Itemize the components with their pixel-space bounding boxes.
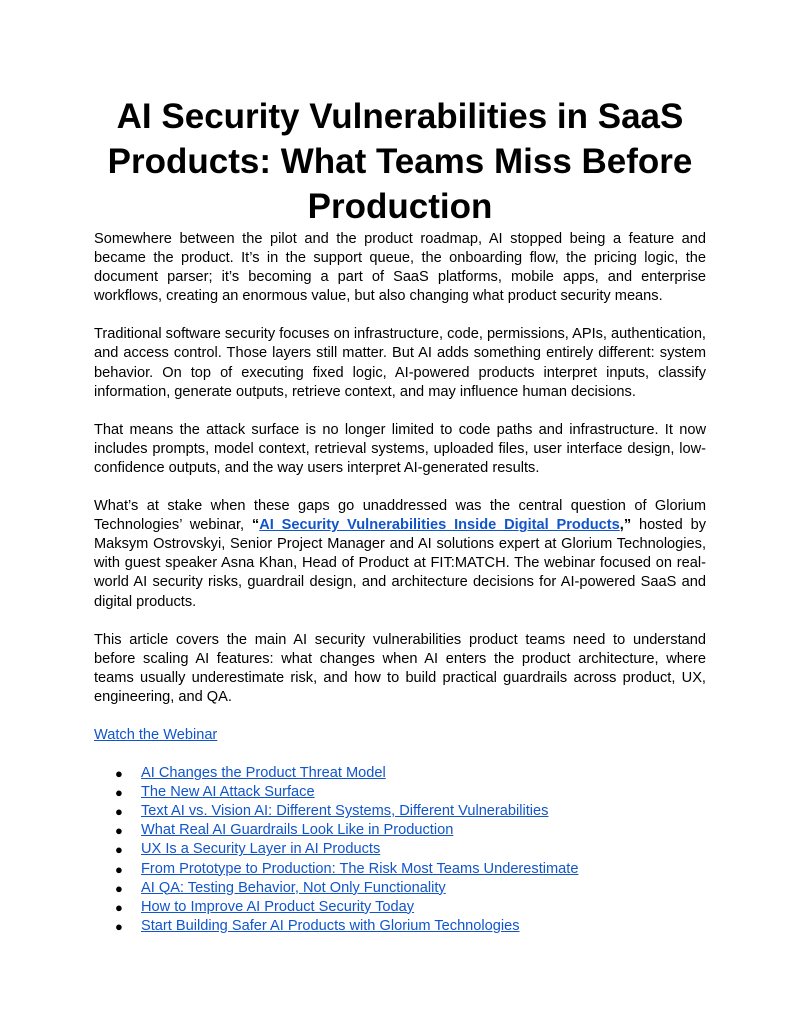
- table-of-contents: [94, 764, 706, 936]
- webinar-title-link[interactable]: AI Security Vulnerabilities Inside Digital Products: [259, 517, 620, 534]
- bullet-icon: ●: [115, 899, 123, 915]
- bullet-icon: ●: [115, 880, 123, 896]
- bullet-icon: ●: [115, 766, 123, 782]
- close-quote: ,”: [619, 517, 632, 534]
- security-paragraph: Traditional software security focuses on infrastructure, code, permissions, APIs, authentication, and access control. Those layers still matter. But AI adds something entirely different: system behavior. On top of executing fixed logic, AI-powered products interpret inputs, classify information, generate outputs, retrieve context, and may influence human decisions.: [94, 326, 706, 400]
- toc-item: [94, 821, 706, 840]
- watch-webinar-line: [94, 726, 706, 745]
- bullet-icon: ●: [115, 861, 123, 877]
- bullet-icon: ●: [115, 842, 123, 858]
- webinar-paragraph: [94, 497, 706, 612]
- toc-item: [94, 802, 706, 821]
- webinar-paragraph-rest: hosted by Maksym Ostrovskyi, Senior Project Manager and AI solutions expert at Glorium Technologies, with guest speaker Asna Khan, Head of Product at FIT:MATCH. The webinar focused on real-world AI security risks, guardrail design, and architecture decisions for AI-powered SaaS and digital products.: [94, 517, 707, 610]
- article-scope-paragraph: This article covers the main AI security vulnerabilities product teams need to understand before scaling AI features: what changes when AI enters the product architecture, where teams usually underestimate risk, and how to build practical guardrails across product, UX, engineering, and QA.: [94, 631, 706, 705]
- article-title: AI Security Vulnerabilities in SaaS Products: What Teams Miss Before Production: [107, 97, 693, 226]
- intro-paragraph: Somewhere between the pilot and the product roadmap, AI stopped being a feature and became the product. It’s in the support queue, the onboarding flow, the pricing logic, the document parser; it’s becoming a part of SaaS platforms, mobile apps, and enterprise workflows, creating an enormous value, but also changing what product security means.: [94, 231, 706, 305]
- toc-item: [94, 898, 706, 917]
- watch-webinar-link[interactable]: Watch the Webinar: [94, 726, 218, 743]
- document-page: [94, 94, 706, 936]
- bullet-icon: ●: [115, 823, 123, 839]
- bullet-icon: ●: [115, 804, 123, 820]
- toc-item: [94, 879, 706, 898]
- toc-link-ux-security[interactable]: UX Is a Security Layer in AI Products: [141, 841, 381, 858]
- toc-item: [94, 860, 706, 879]
- bullet-icon: ●: [115, 785, 123, 801]
- toc-item: [94, 917, 706, 936]
- toc-link-text-vs-vision[interactable]: Text AI vs. Vision AI: Different Systems, Different Vulnerabilities: [141, 803, 549, 820]
- toc-link-start-building[interactable]: Start Building Safer AI Products with Glorium Technologies: [141, 917, 520, 934]
- open-quote: “: [251, 517, 260, 534]
- toc-link-guardrails[interactable]: What Real AI Guardrails Look Like in Production: [141, 822, 454, 839]
- toc-link-prototype-to-production[interactable]: From Prototype to Production: The Risk Most Teams Underestimate: [141, 860, 579, 877]
- attack-surface-paragraph: That means the attack surface is no longer limited to code paths and infrastructure. It now includes prompts, model context, retrieval systems, uploaded files, user interface design, low-confidence outputs, and the way users interpret AI-generated results.: [94, 421, 706, 476]
- toc-link-threat-model[interactable]: AI Changes the Product Threat Model: [141, 765, 386, 782]
- toc-link-ai-qa[interactable]: AI QA: Testing Behavior, Not Only Functionality: [141, 879, 446, 896]
- toc-item: [94, 783, 706, 802]
- webinar-paragraph-lead: What’s at stake when these gaps go unaddressed was the central question of Glorium Technologies’ webinar,: [94, 498, 706, 534]
- toc-item: [94, 764, 706, 783]
- bullet-icon: ●: [115, 918, 123, 934]
- toc-link-attack-surface[interactable]: The New AI Attack Surface: [141, 784, 315, 801]
- toc-link-improve-security[interactable]: How to Improve AI Product Security Today: [141, 898, 415, 915]
- toc-item: [94, 840, 706, 859]
